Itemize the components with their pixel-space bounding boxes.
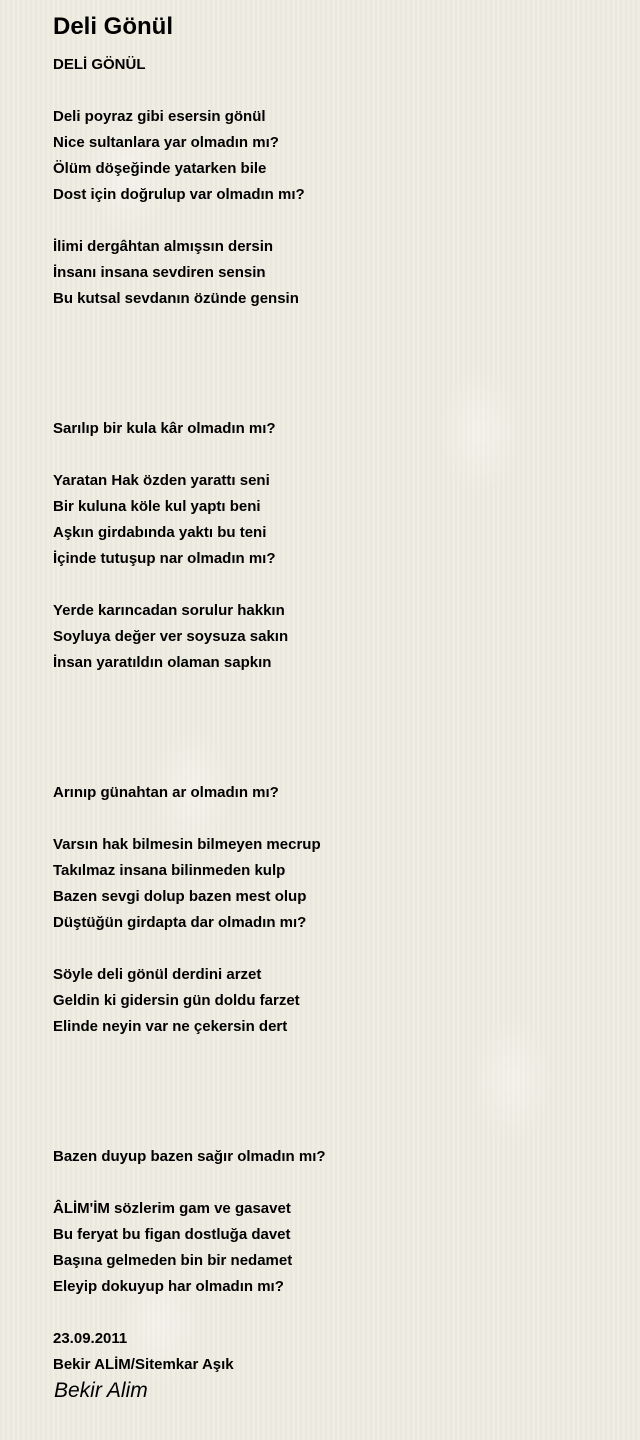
- poem-blank-line: [53, 390, 613, 416]
- poem-line: Elinde neyin var ne çekersin dert: [53, 1018, 288, 1035]
- poem-line: Soyluya değer ver soysuza sakın: [53, 628, 289, 645]
- poem-blank-line: [53, 312, 613, 338]
- poem-line: ÂLİM'İM sözlerim gam ve gasavet: [53, 1200, 291, 1217]
- poem-line: Bu feryat bu figan dostluğa davet: [53, 1226, 291, 1243]
- poem-blank-line: [53, 676, 613, 702]
- poem-line: DELİ GÖNÜL: [53, 56, 146, 73]
- poem-blank-line: [53, 364, 613, 390]
- poem-blank-line: [53, 78, 613, 104]
- poem-line: Bir kuluna köle kul yaptı beni: [53, 498, 261, 515]
- poem-line: Nice sultanlara yar olmadın mı?: [53, 134, 279, 151]
- poem-line: Bazen sevgi dolup bazen mest olup: [53, 888, 307, 905]
- poem-line: İlimi dergâhtan almışsın dersin: [53, 238, 274, 255]
- poem-blank-line: [53, 1170, 613, 1196]
- poem-blank-line: [53, 806, 613, 832]
- poem-line: Yerde karıncadan sorulur hakkın: [53, 602, 285, 619]
- poem-blank-line: [53, 1040, 613, 1066]
- poem-line: Ölüm döşeğinde yatarken bile: [53, 160, 267, 177]
- poem-line: 23.09.2011: [53, 1330, 128, 1347]
- poem-line: Düştüğün girdapta dar olmadın mı?: [53, 914, 307, 931]
- poem-line: İnsanı insana sevdiren sensin: [53, 264, 266, 281]
- poem-line: Söyle deli gönül derdini arzet: [53, 966, 262, 983]
- poem-line: Takılmaz insana bilinmeden kulp: [53, 862, 286, 879]
- poem-line: Eleyip dokuyup har olmadın mı?: [53, 1278, 284, 1295]
- poem-line: Yaratan Hak özden yarattı seni: [53, 472, 270, 489]
- poem-blank-line: [53, 1300, 613, 1326]
- poem-title: Deli Gönül: [53, 13, 173, 40]
- poem-line: Bu kutsal sevdanın özünde gensin: [53, 290, 299, 307]
- poem-line: İçinde tutuşup nar olmadın mı?: [53, 550, 276, 567]
- poem-line: Varsın hak bilmesin bilmeyen mecrup: [53, 836, 321, 853]
- poem-blank-line: [53, 702, 613, 728]
- poem-line: İnsan yaratıldın olaman sapkın: [53, 654, 272, 671]
- poem-blank-line: [53, 1066, 613, 1092]
- poem-line: Geldin ki gidersin gün doldu farzet: [53, 992, 300, 1009]
- poem-blank-line: [53, 728, 613, 754]
- poem-line: Dost için doğrulup var olmadın mı?: [53, 186, 305, 203]
- poem-line: Aşkın girdabında yaktı bu teni: [53, 524, 267, 541]
- poem-line: Deli poyraz gibi esersin gönül: [53, 108, 266, 125]
- poem-blank-line: [53, 1118, 613, 1144]
- poem-blank-line: [53, 936, 613, 962]
- poem-blank-line: [53, 208, 613, 234]
- poem-body: [53, 52, 613, 1378]
- author-signature: Bekir Alim: [54, 1379, 148, 1402]
- poem-line: Arınıp günahtan ar olmadın mı?: [53, 784, 279, 801]
- poem-blank-line: [53, 338, 613, 364]
- poem-blank-line: [53, 754, 613, 780]
- poem-line: Bazen duyup bazen sağır olmadın mı?: [53, 1148, 326, 1165]
- poem-blank-line: [53, 572, 613, 598]
- poem-line: Sarılıp bir kula kâr olmadın mı?: [53, 420, 276, 437]
- poem-blank-line: [53, 1092, 613, 1118]
- poem-line: Başına gelmeden bin bir nedamet: [53, 1252, 293, 1269]
- poem-line: Bekir ALİM/Sitemkar Aşık: [53, 1356, 234, 1373]
- poem-blank-line: [53, 442, 613, 468]
